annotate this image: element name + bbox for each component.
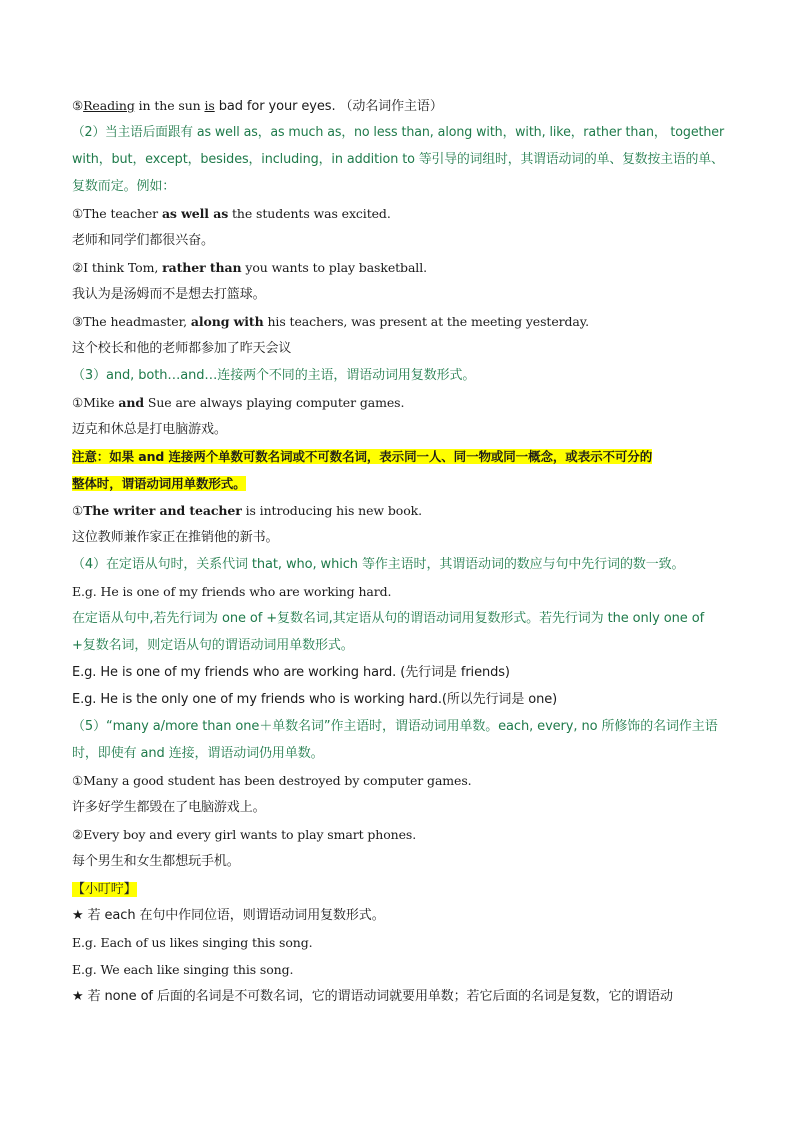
translation-line: 每个男生和女生都想玩手机。 [72, 854, 240, 869]
example-line: ①Many a good student has been destroyed by computer games. [72, 773, 472, 788]
bold-phrase: and [118, 395, 144, 410]
example-line: E.g. He is one of my friends who are working hard. (先行词是 friends) [72, 665, 510, 680]
text-span: ③The headmaster, [72, 314, 191, 329]
text-span: the students was excited. [228, 206, 391, 221]
translation-line: 老师和同学们都很兴奋。 [72, 233, 214, 248]
example-line [72, 254, 722, 281]
rule-5-heading: （5）“many a/more than one＋单数名词”作主语时，谓语动词用单数。each, every, no 所修饰的名词作主语 [72, 719, 718, 734]
translation-line: 迈克和休总是打电脑游戏。 [72, 422, 227, 437]
example-line: E.g. Each of us likes singing this song. [72, 935, 313, 950]
example-line [72, 389, 722, 416]
bold-phrase: The writer and teacher [83, 503, 242, 518]
rule-2-heading: （2）当主语后面跟有 as well as，as much as，no less than, along with，with, like，rather than， together [72, 125, 725, 140]
rule-4-heading: （4）在定语从句时，关系代词 that, who, which 等作主语时，其谓语动词的数应与句中先行词的数一致。 [72, 557, 685, 572]
example-line [72, 497, 722, 524]
example-line: E.g. We each like singing this song. [72, 962, 294, 977]
example-line [72, 200, 722, 227]
text-span: ①Mike [72, 395, 119, 410]
rule-2-line-3: 复数而定。例如： [72, 179, 176, 194]
rule-2-line-2: with，but，except，besides，including，in addition to 等引导的词组时，其谓语动词的单、复数按主语的单、 [72, 152, 724, 167]
text-span: Sue are always playing computer games. [144, 395, 405, 410]
translation-line: 许多好学生都毁在了电脑游戏上。 [72, 800, 266, 815]
translation-line: 这位教师兼作家正在推销他的新书。 [72, 530, 279, 545]
star-rule-2: ★ 若 none of 后面的名词是不可数名词，它的谓语动词就要用单数；若它后面的名词是复数，它的谓语动 [72, 989, 673, 1004]
example-line: E.g. He is the only one of my friends who is working hard.(所以先行词是 one) [72, 692, 558, 707]
text-span: his teachers, was present at the meeting yesterday. [263, 314, 589, 329]
underlined-word-reading: Reading [83, 98, 135, 113]
example-line [72, 308, 722, 335]
translation-line: 这个校长和他的老师都参加了昨天会议 [72, 341, 292, 356]
example-5-line [72, 92, 722, 119]
tip-heading-line [72, 875, 722, 902]
example-line: ②Every boy and every girl wants to play smart phones. [72, 827, 417, 842]
underlined-word-is: is [204, 98, 215, 113]
highlighted-note: 整体时，谓语动词用单数形式。 [72, 476, 246, 491]
document-page [72, 92, 725, 1010]
text-span: you wants to play basketball. [241, 260, 427, 275]
star-rule-1: ★ 若 each 在句中作同位语，则谓语动词用复数形式。 [72, 908, 385, 923]
text-span: is introducing his new book. [241, 503, 422, 518]
rule-3-heading: （3）and, both…and…连接两个不同的主语，谓语动词用复数形式。 [72, 368, 476, 383]
note-line-1 [72, 443, 722, 470]
note-line-2 [72, 470, 722, 497]
rule-4-detail-1: 在定语从句中,若先行词为 one of +复数名词,其定语从句的谓语动词用复数形式。若先行词为 the only one of [72, 611, 705, 626]
example-line: E.g. He is one of my friends who are working hard. [72, 584, 392, 599]
rule-5-line-2: 时，即使有 and 连接，谓语动词仍用单数。 [72, 746, 324, 761]
text-span: ②I think Tom, [72, 260, 163, 275]
bold-phrase: along with [190, 314, 264, 329]
bold-phrase: rather than [162, 260, 242, 275]
rule-4-detail-2: +复数名词，则定语从句的谓语动词用单数形式。 [72, 638, 354, 653]
highlighted-note: 注意：如果 and 连接两个单数可数名词或不可数名词，表示同一人、同一物或同一概念，或表示不可分的 [72, 449, 653, 464]
tip-heading: 【小叮咛】 [72, 882, 137, 897]
text-span: ①The teacher [72, 206, 162, 221]
circled-number: ⑤ [72, 98, 84, 113]
bold-phrase: as well as [161, 206, 229, 221]
text-span: bad for your eyes. （动名词作主语） [214, 99, 443, 114]
translation-line: 我认为是汤姆而不是想去打篮球。 [72, 287, 266, 302]
text-span: ① [72, 503, 84, 518]
text-span: in the sun [134, 98, 205, 113]
